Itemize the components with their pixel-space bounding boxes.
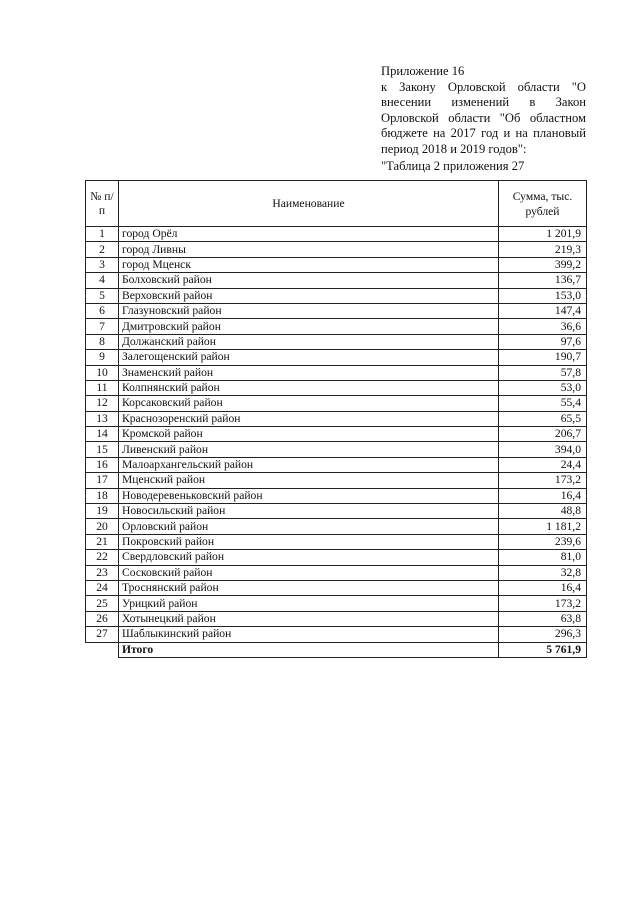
table-row [86,596,587,611]
row-name: город Ливны [119,242,499,257]
row-name: Хотынецкий район [119,611,499,626]
row-amount: 81,0 [499,550,587,565]
row-name: Троснянский район [119,580,499,595]
row-name: город Орёл [119,227,499,242]
row-amount: 16,4 [499,488,587,503]
table-row [86,319,587,334]
table-row [86,227,587,242]
row-amount: 173,2 [499,596,587,611]
table-row [86,242,587,257]
total-label: Итого [119,642,499,657]
row-amount: 48,8 [499,504,587,519]
header-line-5: бюджете на 2017 год и на плановый [381,126,586,141]
row-name: Верховский район [119,288,499,303]
row-name: Должанский район [119,334,499,349]
table-row [86,380,587,395]
header-line-2: к Закону Орловской области "О [381,79,586,94]
table-row [86,504,587,519]
row-name: Малоархангельский район [119,457,499,472]
row-number: 24 [86,580,119,595]
row-name: Глазуновский район [119,303,499,318]
table-row [86,350,587,365]
header-line-4: Орловской области "Об областном [381,110,586,125]
row-number: 9 [86,350,119,365]
total-empty-cell [86,642,119,657]
row-name: Свердловский район [119,550,499,565]
table-row [86,411,587,426]
table-row [86,288,587,303]
table-row [86,611,587,626]
row-number: 27 [86,627,119,642]
table-row [86,565,587,580]
row-amount: 55,4 [499,396,587,411]
row-amount: 24,4 [499,457,587,472]
row-amount: 399,2 [499,257,587,272]
row-number: 12 [86,396,119,411]
row-number: 17 [86,473,119,488]
row-amount: 65,5 [499,411,587,426]
row-number: 25 [86,596,119,611]
row-number: 19 [86,504,119,519]
table-row [86,273,587,288]
row-number: 1 [86,227,119,242]
budget-table [85,180,587,658]
row-amount: 219,3 [499,242,587,257]
table-row [86,427,587,442]
row-amount: 32,8 [499,565,587,580]
row-number: 16 [86,457,119,472]
row-number: 10 [86,365,119,380]
row-name: Ливенский район [119,442,499,457]
row-amount: 16,4 [499,580,587,595]
document-header [381,64,586,158]
row-number: 18 [86,488,119,503]
row-amount: 153,0 [499,288,587,303]
row-number: 5 [86,288,119,303]
row-name: Сосковский район [119,565,499,580]
table-row [86,519,587,534]
row-name: Орловский район [119,519,499,534]
row-amount: 206,7 [499,427,587,442]
row-number: 14 [86,427,119,442]
appendix-number: Приложение 16 [381,64,465,78]
row-amount: 1 181,2 [499,519,587,534]
table-row [86,627,587,642]
table-header-row [86,181,587,227]
row-name: Покровский район [119,534,499,549]
header-line-3: внесении изменений в Закон [381,95,586,110]
total-row [86,642,587,657]
table-row [86,473,587,488]
table-row [86,365,587,380]
table-row [86,534,587,549]
row-amount: 63,8 [499,611,587,626]
row-name: Колпнянский район [119,380,499,395]
row-name: Шаблыкинский район [119,627,499,642]
total-amount: 5 761,9 [499,642,587,657]
row-number: 23 [86,565,119,580]
row-number: 7 [86,319,119,334]
row-amount: 97,6 [499,334,587,349]
row-amount: 239,6 [499,534,587,549]
row-amount: 36,6 [499,319,587,334]
table-body [86,227,587,658]
table-row [86,396,587,411]
row-number: 13 [86,411,119,426]
row-number: 21 [86,534,119,549]
row-name: Кромской район [119,427,499,442]
row-amount: 296,3 [499,627,587,642]
table-row [86,334,587,349]
table-caption: "Таблица 2 приложения 27 [381,159,525,173]
row-name: Знаменский район [119,365,499,380]
header-amount: Сумма, тыс. рублей [499,181,587,227]
row-amount: 173,2 [499,473,587,488]
table-row [86,457,587,472]
row-number: 2 [86,242,119,257]
row-amount: 190,7 [499,350,587,365]
row-amount: 147,4 [499,303,587,318]
row-name: город Мценск [119,257,499,272]
row-name: Краснозоренский район [119,411,499,426]
row-number: 22 [86,550,119,565]
row-name: Залегощенский район [119,350,499,365]
header-number: № п/п [86,181,119,227]
row-name: Новосильский район [119,504,499,519]
row-amount: 1 201,9 [499,227,587,242]
row-number: 26 [86,611,119,626]
row-number: 3 [86,257,119,272]
row-name: Корсаковский район [119,396,499,411]
table-row [86,580,587,595]
row-number: 20 [86,519,119,534]
header-name: Наименование [119,181,499,227]
row-amount: 136,7 [499,273,587,288]
row-amount: 57,8 [499,365,587,380]
row-amount: 394,0 [499,442,587,457]
row-number: 15 [86,442,119,457]
table-row [86,488,587,503]
table-row [86,303,587,318]
table-row [86,442,587,457]
row-name: Мценский район [119,473,499,488]
row-number: 4 [86,273,119,288]
table-row [86,550,587,565]
row-name: Урицкий район [119,596,499,611]
row-number: 8 [86,334,119,349]
table-row [86,257,587,272]
row-amount: 53,0 [499,380,587,395]
row-name: Новодеревеньковский район [119,488,499,503]
row-name: Дмитровский район [119,319,499,334]
header-line-6: период 2018 и 2019 годов": [381,141,527,156]
row-number: 11 [86,380,119,395]
row-number: 6 [86,303,119,318]
row-name: Болховский район [119,273,499,288]
